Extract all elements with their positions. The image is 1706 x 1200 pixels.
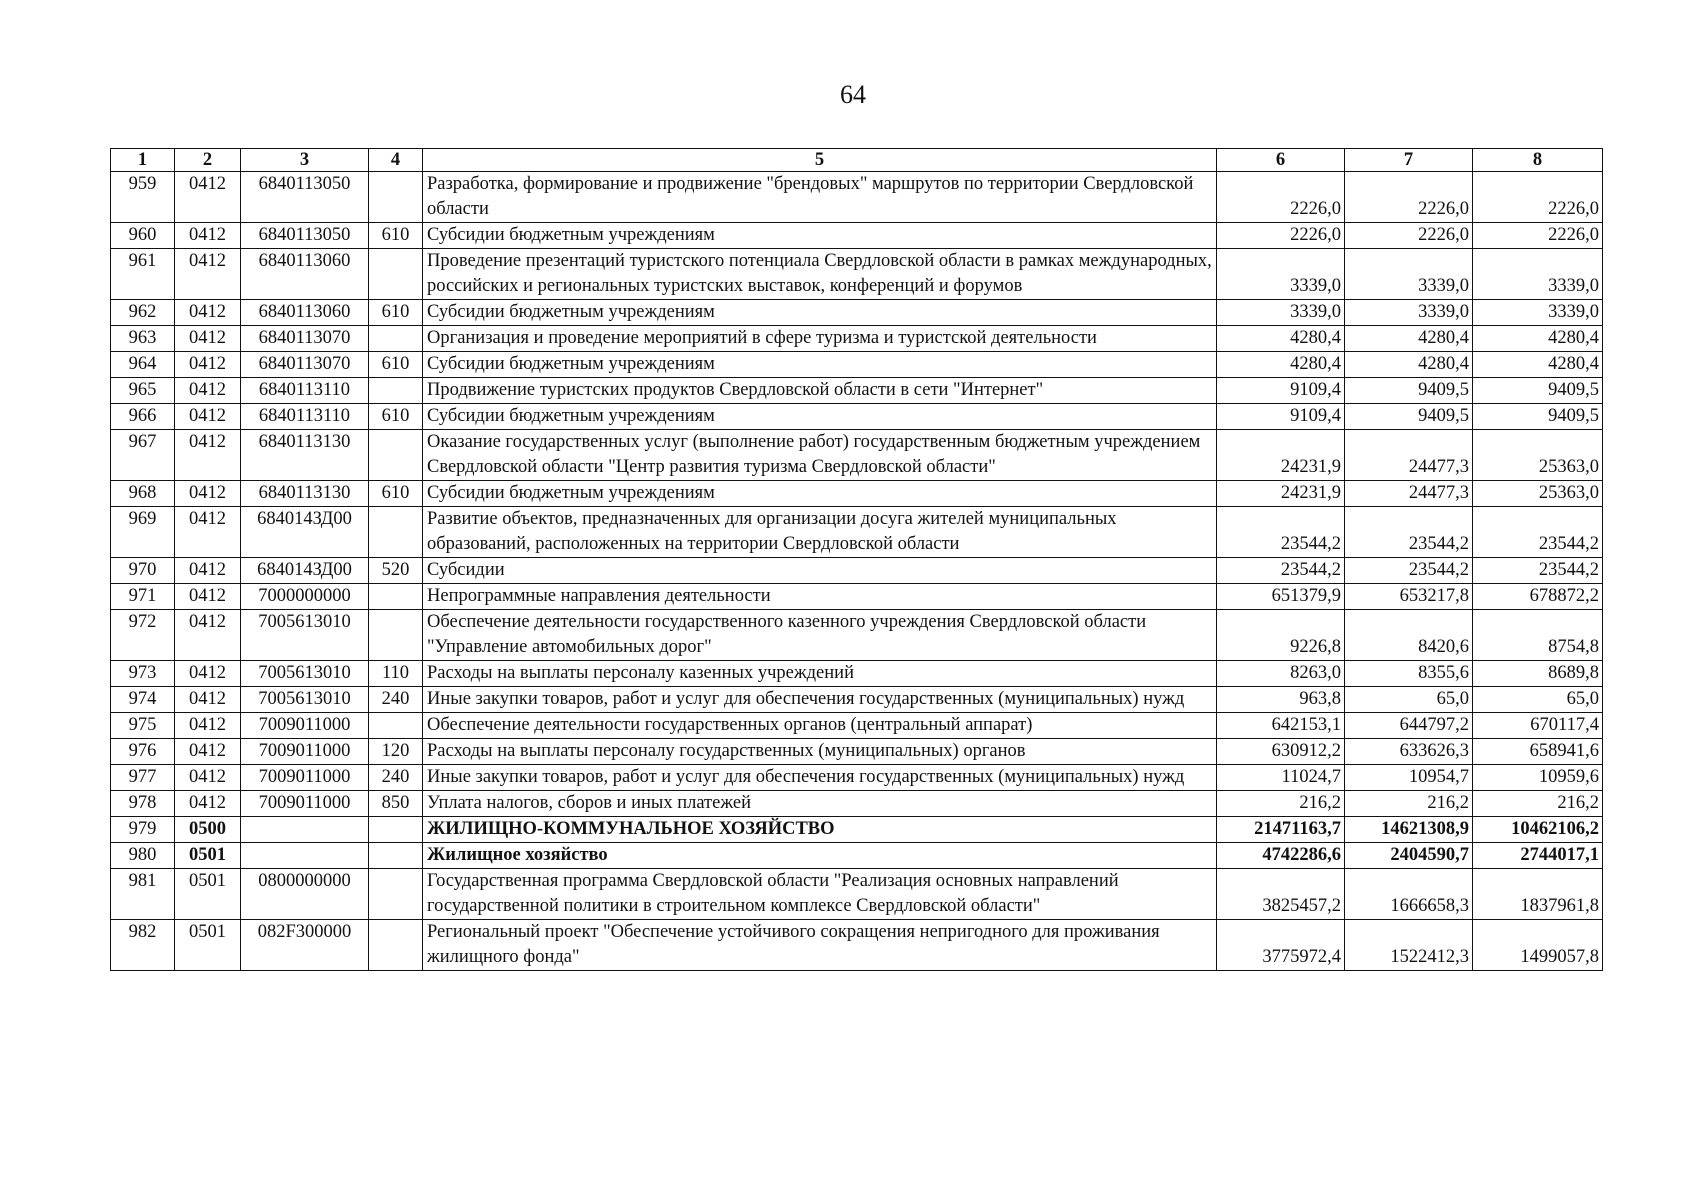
expense-type-code: 610 bbox=[369, 404, 423, 430]
section-code: 0412 bbox=[175, 352, 241, 378]
table-row bbox=[111, 687, 1603, 713]
amount-year-1: 4742286,6 bbox=[1217, 843, 1345, 869]
section-code: 0412 bbox=[175, 661, 241, 687]
target-article-code: 6840113110 bbox=[241, 378, 369, 404]
amount-year-2: 65,0 bbox=[1345, 687, 1473, 713]
item-name: Обеспечение деятельности государственных органов (центральный аппарат) bbox=[423, 713, 1217, 739]
item-name: Организация и проведение мероприятий в сфере туризма и туристской деятельности bbox=[423, 326, 1217, 352]
header-cell-4: 4 bbox=[369, 149, 423, 172]
amount-year-3: 4280,4 bbox=[1473, 352, 1603, 378]
expense-type-code bbox=[369, 172, 423, 223]
expense-type-code bbox=[369, 713, 423, 739]
expense-type-code bbox=[369, 584, 423, 610]
row-number: 963 bbox=[111, 326, 175, 352]
amount-year-3: 3339,0 bbox=[1473, 249, 1603, 300]
item-name: Иные закупки товаров, работ и услуг для обеспечения государственных (муниципальных) нужд bbox=[423, 687, 1217, 713]
amount-year-3: 3339,0 bbox=[1473, 300, 1603, 326]
amount-year-1: 24231,9 bbox=[1217, 430, 1345, 481]
amount-year-2: 1522412,3 bbox=[1345, 920, 1473, 971]
header-cell-1: 1 bbox=[111, 149, 175, 172]
table-row bbox=[111, 869, 1603, 920]
amount-year-3: 23544,2 bbox=[1473, 558, 1603, 584]
amount-year-1: 9226,8 bbox=[1217, 610, 1345, 661]
item-name: Непрограммные направления деятельности bbox=[423, 584, 1217, 610]
expense-type-code bbox=[369, 378, 423, 404]
target-article-code: 7009011000 bbox=[241, 713, 369, 739]
amount-year-2: 216,2 bbox=[1345, 791, 1473, 817]
target-article-code: 6840113070 bbox=[241, 326, 369, 352]
amount-year-3: 658941,6 bbox=[1473, 739, 1603, 765]
header-cell-3: 3 bbox=[241, 149, 369, 172]
row-number: 976 bbox=[111, 739, 175, 765]
section-code: 0412 bbox=[175, 404, 241, 430]
expense-type-code bbox=[369, 869, 423, 920]
row-number: 977 bbox=[111, 765, 175, 791]
table-row bbox=[111, 300, 1603, 326]
row-number: 969 bbox=[111, 507, 175, 558]
amount-year-1: 651379,9 bbox=[1217, 584, 1345, 610]
amount-year-2: 23544,2 bbox=[1345, 558, 1473, 584]
item-name: Субсидии бюджетным учреждениям bbox=[423, 300, 1217, 326]
target-article-code: 7005613010 bbox=[241, 687, 369, 713]
amount-year-2: 23544,2 bbox=[1345, 507, 1473, 558]
expense-type-code: 120 bbox=[369, 739, 423, 765]
amount-year-2: 24477,3 bbox=[1345, 481, 1473, 507]
target-article-code: 7009011000 bbox=[241, 791, 369, 817]
target-article-code: 6840113050 bbox=[241, 172, 369, 223]
target-article-code: 7009011000 bbox=[241, 765, 369, 791]
amount-year-1: 2226,0 bbox=[1217, 172, 1345, 223]
amount-year-1: 4280,4 bbox=[1217, 352, 1345, 378]
expense-type-code bbox=[369, 610, 423, 661]
table-row bbox=[111, 661, 1603, 687]
row-number: 965 bbox=[111, 378, 175, 404]
item-name: Разработка, формирование и продвижение "брендовых" маршрутов по территории Свердловской области bbox=[423, 172, 1217, 223]
row-number: 978 bbox=[111, 791, 175, 817]
row-number: 971 bbox=[111, 584, 175, 610]
target-article-code: 6840113110 bbox=[241, 404, 369, 430]
amount-year-2: 3339,0 bbox=[1345, 300, 1473, 326]
section-code: 0412 bbox=[175, 507, 241, 558]
amount-year-3: 8754,8 bbox=[1473, 610, 1603, 661]
amount-year-3: 23544,2 bbox=[1473, 507, 1603, 558]
expense-type-code bbox=[369, 507, 423, 558]
section-code: 0412 bbox=[175, 765, 241, 791]
section-code: 0412 bbox=[175, 584, 241, 610]
target-article-code: 684014ЗД00 bbox=[241, 558, 369, 584]
amount-year-2: 9409,5 bbox=[1345, 378, 1473, 404]
target-article-code bbox=[241, 817, 369, 843]
target-article-code bbox=[241, 843, 369, 869]
section-code: 0501 bbox=[175, 843, 241, 869]
amount-year-3: 2226,0 bbox=[1473, 172, 1603, 223]
table-row bbox=[111, 404, 1603, 430]
table-row bbox=[111, 352, 1603, 378]
section-code: 0412 bbox=[175, 791, 241, 817]
target-article-code: 6840113130 bbox=[241, 481, 369, 507]
table-row bbox=[111, 172, 1603, 223]
table-row bbox=[111, 223, 1603, 249]
amount-year-1: 3339,0 bbox=[1217, 249, 1345, 300]
table-row bbox=[111, 481, 1603, 507]
target-article-code: 7005613010 bbox=[241, 661, 369, 687]
amount-year-3: 216,2 bbox=[1473, 791, 1603, 817]
amount-year-1: 9109,4 bbox=[1217, 404, 1345, 430]
expense-type-code: 610 bbox=[369, 300, 423, 326]
item-name: ЖИЛИЩНО-КОММУНАЛЬНОЕ ХОЗЯЙСТВО bbox=[423, 817, 1217, 843]
amount-year-3: 9409,5 bbox=[1473, 404, 1603, 430]
amount-year-1: 9109,4 bbox=[1217, 378, 1345, 404]
target-article-code: 7000000000 bbox=[241, 584, 369, 610]
amount-year-1: 3775972,4 bbox=[1217, 920, 1345, 971]
expense-type-code: 610 bbox=[369, 481, 423, 507]
page-number: 64 bbox=[840, 80, 866, 109]
amount-year-3: 10462106,2 bbox=[1473, 817, 1603, 843]
amount-year-2: 1666658,3 bbox=[1345, 869, 1473, 920]
item-name: Проведение презентаций туристского потенциала Свердловской области в рамках международных, российских и региональных туристских выставок, конференций и форумов bbox=[423, 249, 1217, 300]
amount-year-1: 3825457,2 bbox=[1217, 869, 1345, 920]
row-number: 964 bbox=[111, 352, 175, 378]
row-number: 979 bbox=[111, 817, 175, 843]
amount-year-1: 642153,1 bbox=[1217, 713, 1345, 739]
target-article-code: 7009011000 bbox=[241, 739, 369, 765]
section-code: 0412 bbox=[175, 430, 241, 481]
item-name: Иные закупки товаров, работ и услуг для обеспечения государственных (муниципальных) нужд bbox=[423, 765, 1217, 791]
row-number: 966 bbox=[111, 404, 175, 430]
row-number: 980 bbox=[111, 843, 175, 869]
target-article-code: 6840113050 bbox=[241, 223, 369, 249]
item-name: Субсидии бюджетным учреждениям bbox=[423, 223, 1217, 249]
section-code: 0412 bbox=[175, 739, 241, 765]
amount-year-1: 216,2 bbox=[1217, 791, 1345, 817]
item-name: Жилищное хозяйство bbox=[423, 843, 1217, 869]
amount-year-2: 8355,6 bbox=[1345, 661, 1473, 687]
amount-year-3: 670117,4 bbox=[1473, 713, 1603, 739]
amount-year-3: 10959,6 bbox=[1473, 765, 1603, 791]
row-number: 961 bbox=[111, 249, 175, 300]
target-article-code: 6840113060 bbox=[241, 249, 369, 300]
expense-type-code bbox=[369, 430, 423, 481]
row-number: 973 bbox=[111, 661, 175, 687]
header-cell-5: 5 bbox=[423, 149, 1217, 172]
section-code: 0501 bbox=[175, 920, 241, 971]
row-number: 968 bbox=[111, 481, 175, 507]
table-row bbox=[111, 765, 1603, 791]
amount-year-1: 4280,4 bbox=[1217, 326, 1345, 352]
amount-year-2: 24477,3 bbox=[1345, 430, 1473, 481]
target-article-code: 7005613010 bbox=[241, 610, 369, 661]
row-number: 962 bbox=[111, 300, 175, 326]
amount-year-3: 2226,0 bbox=[1473, 223, 1603, 249]
target-article-code: 6840113130 bbox=[241, 430, 369, 481]
amount-year-1: 11024,7 bbox=[1217, 765, 1345, 791]
table-row bbox=[111, 843, 1603, 869]
amount-year-1: 3339,0 bbox=[1217, 300, 1345, 326]
row-number: 960 bbox=[111, 223, 175, 249]
section-code: 0500 bbox=[175, 817, 241, 843]
amount-year-2: 2226,0 bbox=[1345, 223, 1473, 249]
target-article-code: 6840113060 bbox=[241, 300, 369, 326]
amount-year-2: 4280,4 bbox=[1345, 352, 1473, 378]
amount-year-2: 3339,0 bbox=[1345, 249, 1473, 300]
table-row bbox=[111, 507, 1603, 558]
amount-year-2: 644797,2 bbox=[1345, 713, 1473, 739]
item-name: Субсидии бюджетным учреждениям bbox=[423, 352, 1217, 378]
item-name: Расходы на выплаты персоналу казенных учреждений bbox=[423, 661, 1217, 687]
amount-year-3: 1499057,8 bbox=[1473, 920, 1603, 971]
row-number: 970 bbox=[111, 558, 175, 584]
expense-type-code bbox=[369, 326, 423, 352]
target-article-code: 6840113070 bbox=[241, 352, 369, 378]
row-number: 981 bbox=[111, 869, 175, 920]
section-code: 0412 bbox=[175, 223, 241, 249]
expense-type-code bbox=[369, 843, 423, 869]
amount-year-1: 963,8 bbox=[1217, 687, 1345, 713]
amount-year-1: 8263,0 bbox=[1217, 661, 1345, 687]
header-cell-8: 8 bbox=[1473, 149, 1603, 172]
amount-year-2: 9409,5 bbox=[1345, 404, 1473, 430]
item-name: Государственная программа Свердловской области "Реализация основных направлений государственной политики в строительном комплексе Свердловской области" bbox=[423, 869, 1217, 920]
header-cell-6: 6 bbox=[1217, 149, 1345, 172]
amount-year-2: 14621308,9 bbox=[1345, 817, 1473, 843]
expense-type-code bbox=[369, 817, 423, 843]
table-row bbox=[111, 713, 1603, 739]
expense-type-code: 850 bbox=[369, 791, 423, 817]
amount-year-3: 678872,2 bbox=[1473, 584, 1603, 610]
table-row bbox=[111, 791, 1603, 817]
section-code: 0412 bbox=[175, 713, 241, 739]
expense-type-code: 520 bbox=[369, 558, 423, 584]
table-row bbox=[111, 610, 1603, 661]
table-row bbox=[111, 558, 1603, 584]
header-cell-2: 2 bbox=[175, 149, 241, 172]
table-row bbox=[111, 817, 1603, 843]
table-row bbox=[111, 430, 1603, 481]
table-row bbox=[111, 584, 1603, 610]
amount-year-2: 10954,7 bbox=[1345, 765, 1473, 791]
item-name: Расходы на выплаты персоналу государственных (муниципальных) органов bbox=[423, 739, 1217, 765]
expense-type-code: 240 bbox=[369, 765, 423, 791]
item-name: Субсидии bbox=[423, 558, 1217, 584]
item-name: Региональный проект "Обеспечение устойчивого сокращения непригодного для проживания жилищного фонда" bbox=[423, 920, 1217, 971]
amount-year-3: 4280,4 bbox=[1473, 326, 1603, 352]
row-number: 974 bbox=[111, 687, 175, 713]
item-name: Субсидии бюджетным учреждениям bbox=[423, 404, 1217, 430]
item-name: Обеспечение деятельности государственного казенного учреждения Свердловской области "Управление автомобильных дорог" bbox=[423, 610, 1217, 661]
table-body bbox=[111, 172, 1603, 971]
header-row bbox=[111, 149, 1603, 172]
expense-type-code: 610 bbox=[369, 352, 423, 378]
item-name: Субсидии бюджетным учреждениям bbox=[423, 481, 1217, 507]
item-name: Оказание государственных услуг (выполнение работ) государственным бюджетным учреждением Свердловской области "Центр развития туризма Свердловской области" bbox=[423, 430, 1217, 481]
section-code: 0412 bbox=[175, 172, 241, 223]
table-row bbox=[111, 326, 1603, 352]
row-number: 975 bbox=[111, 713, 175, 739]
row-number: 959 bbox=[111, 172, 175, 223]
item-name: Развитие объектов, предназначенных для организации досуга жителей муниципальных образований, расположенных на территории Свердловской области bbox=[423, 507, 1217, 558]
amount-year-1: 630912,2 bbox=[1217, 739, 1345, 765]
section-code: 0412 bbox=[175, 378, 241, 404]
table-row bbox=[111, 378, 1603, 404]
amount-year-3: 2744017,1 bbox=[1473, 843, 1603, 869]
row-number: 982 bbox=[111, 920, 175, 971]
section-code: 0412 bbox=[175, 610, 241, 661]
amount-year-3: 65,0 bbox=[1473, 687, 1603, 713]
section-code: 0412 bbox=[175, 481, 241, 507]
amount-year-2: 2404590,7 bbox=[1345, 843, 1473, 869]
section-code: 0412 bbox=[175, 687, 241, 713]
amount-year-2: 4280,4 bbox=[1345, 326, 1473, 352]
expense-type-code bbox=[369, 249, 423, 300]
amount-year-1: 23544,2 bbox=[1217, 507, 1345, 558]
amount-year-2: 8420,6 bbox=[1345, 610, 1473, 661]
amount-year-3: 25363,0 bbox=[1473, 481, 1603, 507]
amount-year-1: 23544,2 bbox=[1217, 558, 1345, 584]
table-row bbox=[111, 739, 1603, 765]
amount-year-3: 25363,0 bbox=[1473, 430, 1603, 481]
header-cell-7: 7 bbox=[1345, 149, 1473, 172]
expense-type-code bbox=[369, 920, 423, 971]
target-article-code: 082F300000 bbox=[241, 920, 369, 971]
amount-year-2: 2226,0 bbox=[1345, 172, 1473, 223]
amount-year-2: 653217,8 bbox=[1345, 584, 1473, 610]
amount-year-1: 24231,9 bbox=[1217, 481, 1345, 507]
table-row bbox=[111, 249, 1603, 300]
section-code: 0412 bbox=[175, 326, 241, 352]
amount-year-1: 2226,0 bbox=[1217, 223, 1345, 249]
item-name: Уплата налогов, сборов и иных платежей bbox=[423, 791, 1217, 817]
target-article-code: 0800000000 bbox=[241, 869, 369, 920]
expense-type-code: 240 bbox=[369, 687, 423, 713]
row-number: 972 bbox=[111, 610, 175, 661]
section-code: 0412 bbox=[175, 558, 241, 584]
section-code: 0412 bbox=[175, 300, 241, 326]
amount-year-1: 21471163,7 bbox=[1217, 817, 1345, 843]
amount-year-3: 8689,8 bbox=[1473, 661, 1603, 687]
section-code: 0412 bbox=[175, 249, 241, 300]
amount-year-3: 1837961,8 bbox=[1473, 869, 1603, 920]
table-row bbox=[111, 920, 1603, 971]
budget-table bbox=[110, 148, 1603, 971]
amount-year-2: 633626,3 bbox=[1345, 739, 1473, 765]
amount-year-3: 9409,5 bbox=[1473, 378, 1603, 404]
expense-type-code: 110 bbox=[369, 661, 423, 687]
target-article-code: 684014ЗД00 bbox=[241, 507, 369, 558]
expense-type-code: 610 bbox=[369, 223, 423, 249]
row-number: 967 bbox=[111, 430, 175, 481]
section-code: 0501 bbox=[175, 869, 241, 920]
item-name: Продвижение туристских продуктов Свердловской области в сети "Интернет" bbox=[423, 378, 1217, 404]
